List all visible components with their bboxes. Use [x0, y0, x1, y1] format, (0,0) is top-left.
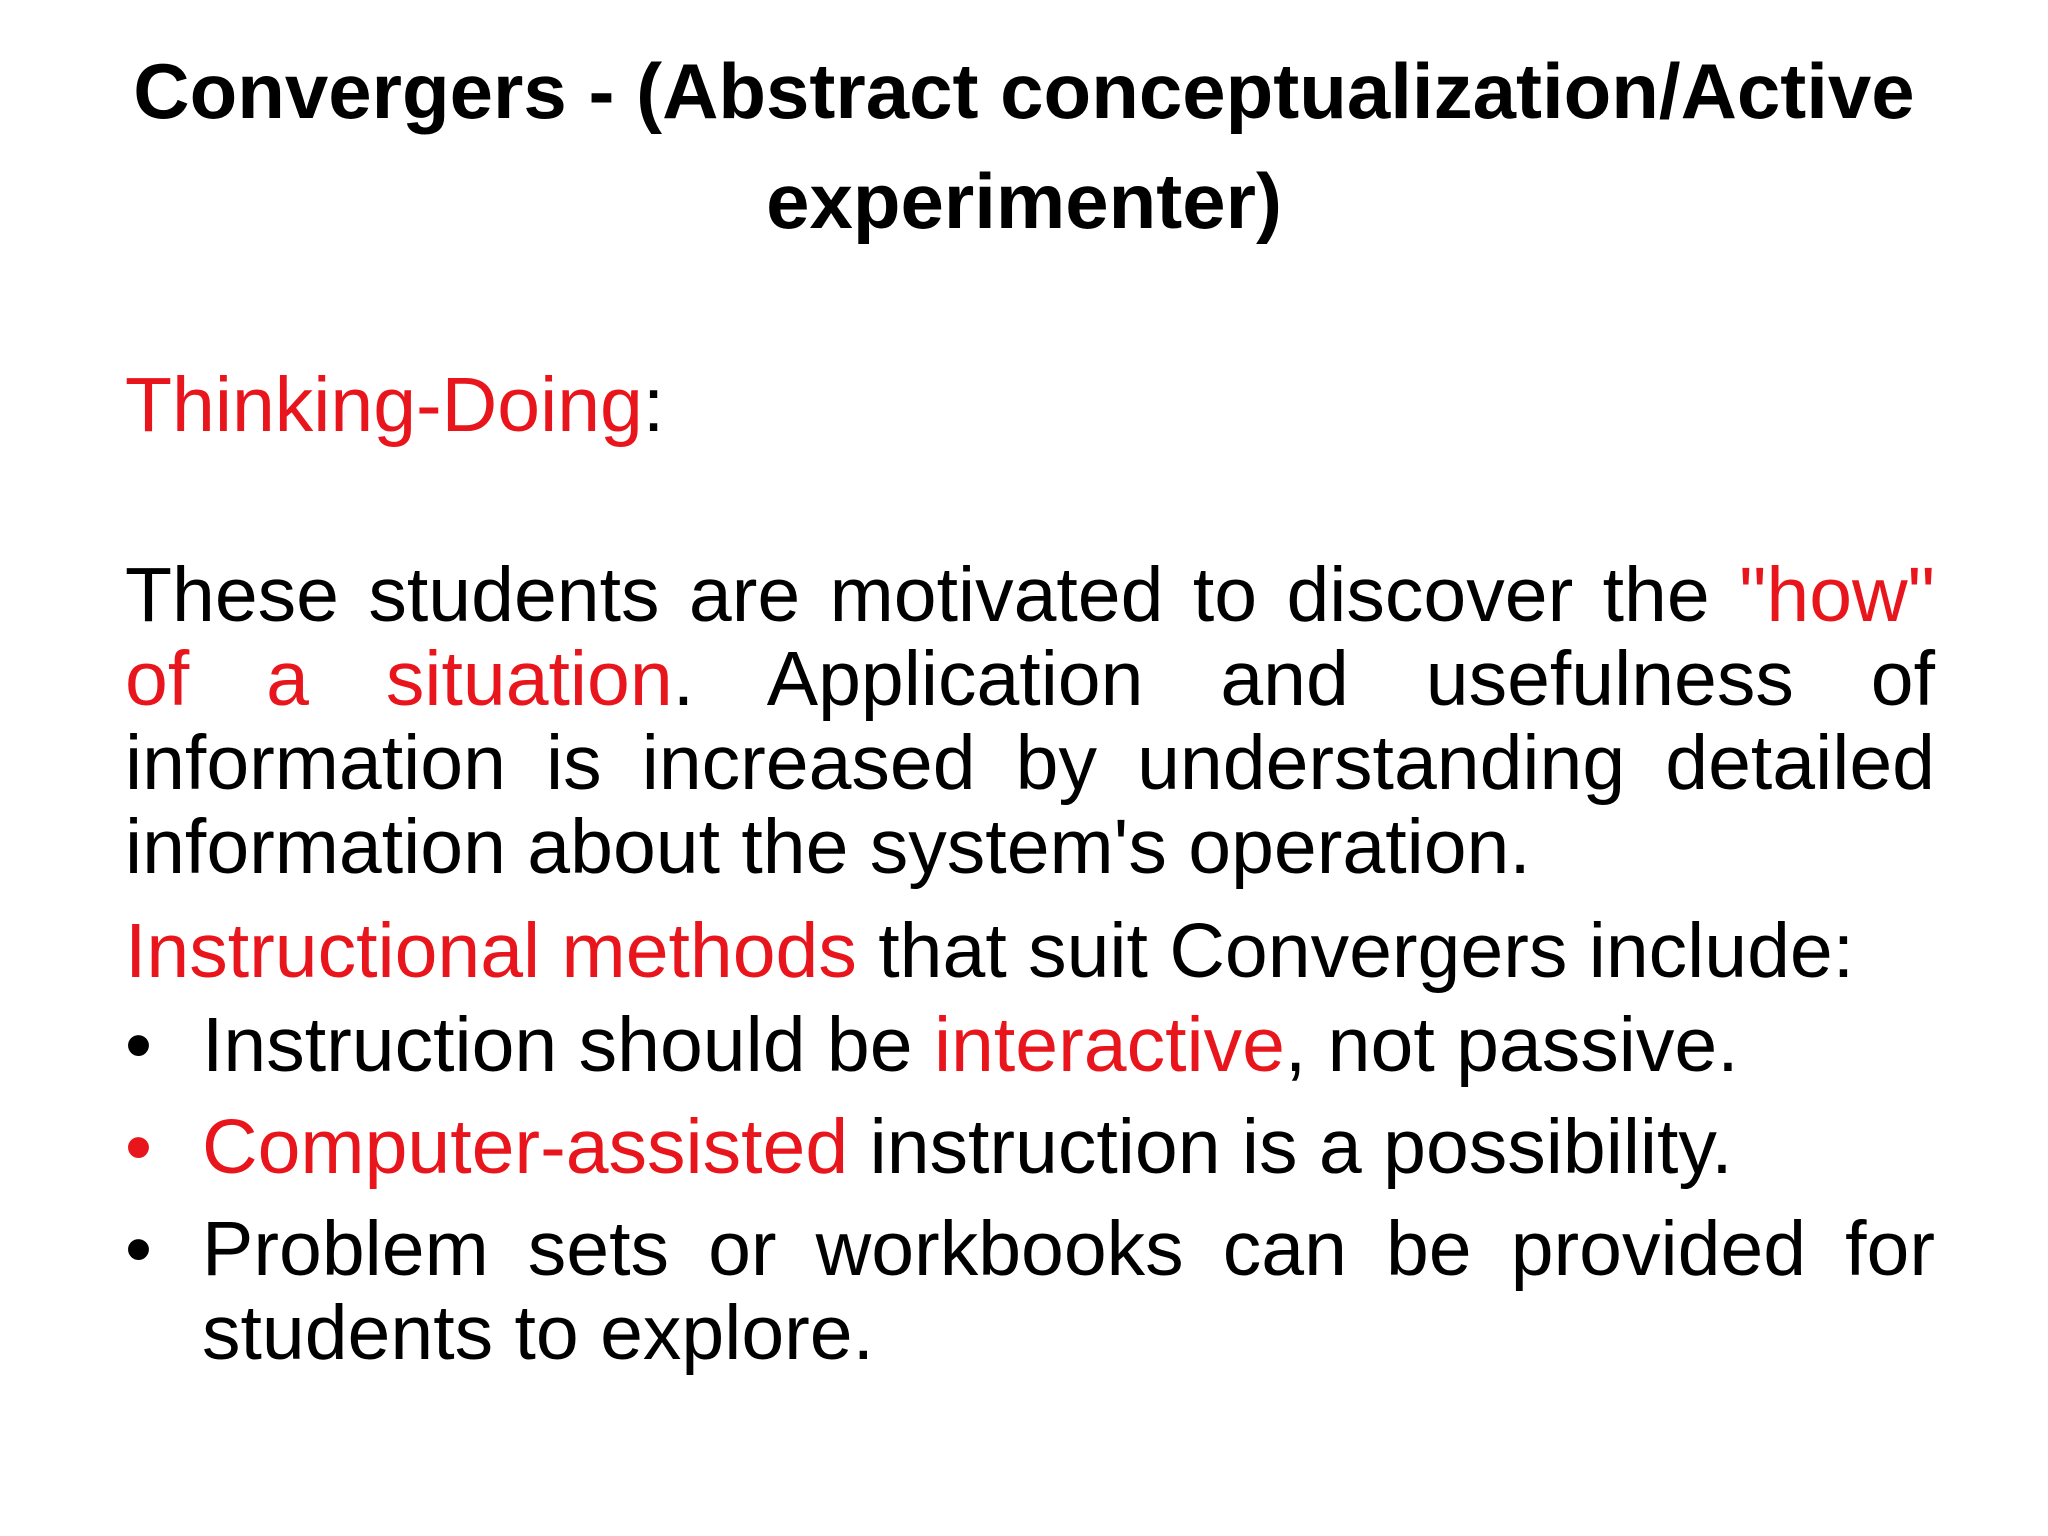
list-item: [125, 1207, 1935, 1375]
slide-content: [125, 355, 1935, 1393]
subheading-suffix: :: [642, 362, 665, 448]
subheading: [125, 355, 1935, 455]
paragraph-highlight: "how" of a situation: [125, 552, 1935, 722]
list-item: [125, 1105, 1935, 1189]
slide-title: Convergers - (Abstract conceptualization/Active experimenter): [133, 47, 1915, 245]
bullet-text-before: Instruction should be: [202, 1002, 934, 1088]
bullet-highlight: interactive: [933, 1002, 1285, 1088]
subheading-highlight: Thinking-Doing: [125, 362, 643, 448]
bullet-text-before: Problem sets or workbooks can be provided for students to explore.: [202, 1206, 1935, 1376]
methods-list: [125, 1003, 1935, 1375]
list-item: [125, 1003, 1935, 1087]
bullet-dot-icon: •: [125, 1206, 152, 1292]
methods-intro-suffix: that suit Convergers include:: [856, 908, 1855, 994]
methods-intro: [125, 901, 1935, 1001]
bullet-highlight: Computer-assisted: [202, 1104, 849, 1190]
description-paragraph: [125, 553, 1935, 889]
bullet-dot-icon: •: [125, 1104, 152, 1190]
paragraph-text-1: These students are motivated to discover the: [125, 552, 1740, 638]
bullet-text-after: , not passive.: [1284, 1002, 1739, 1088]
bullet-dot-icon: •: [125, 1002, 152, 1088]
bullet-text-after: instruction is a possibility.: [848, 1104, 1733, 1190]
paragraph-text-2: . Application and usefulness of information is increased by understanding detailed information about the system's operation.: [125, 636, 1936, 890]
methods-intro-highlight: Instructional methods: [125, 908, 857, 994]
